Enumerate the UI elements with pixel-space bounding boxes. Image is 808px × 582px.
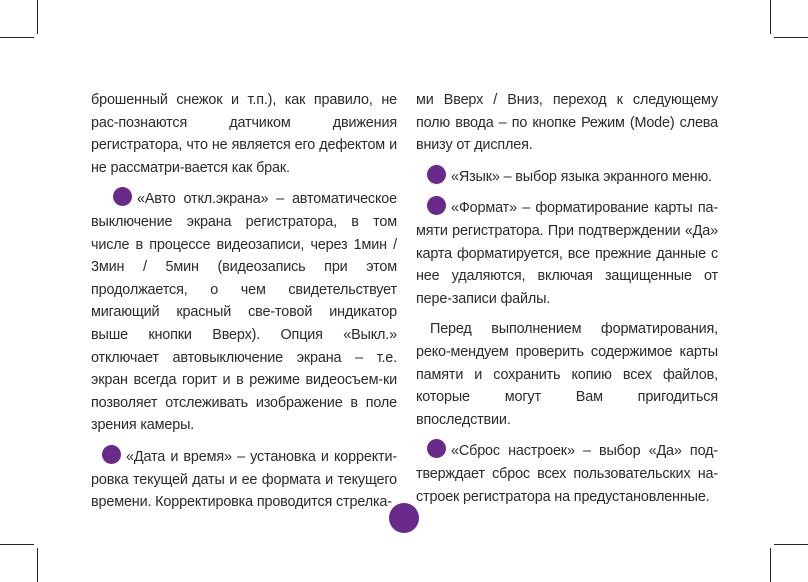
format-recommendation-paragraph: Перед выполнением форматирования, реко-мендуем проверить содержимое карты памяти и сохранить копию всех файлов, которые могут Вам пригодиться впоследствии.: [416, 321, 718, 428]
language-text: «Язык» – выбор языка экранного меню.: [451, 168, 712, 185]
right-column: [416, 89, 718, 516]
date-time-paragraph: [91, 445, 397, 514]
auto-screen-off-paragraph: [91, 187, 397, 437]
date-time-text: «Дата и время» – установка и корректи-ровка текущей даты и ее формата и текущего времени. Корректировка проводится стрелка-: [91, 448, 397, 511]
left-column: [91, 89, 397, 522]
crop-mark-top-right-horizontal: [774, 37, 808, 38]
crop-mark-top-left-vertical: [37, 0, 38, 34]
bullet-circle-icon: [102, 445, 121, 464]
crop-mark-top-left-horizontal: [0, 37, 34, 38]
format-text: «Формат» – форматирование карты па-мяти регистратора. При подтверждении «Да» карта форматируется, все прежние данные с нее удаляются, включая защищенные от пере-записи файлы.: [416, 200, 718, 307]
crop-mark-bottom-right-vertical: [770, 548, 771, 582]
reset-paragraph: [416, 439, 718, 508]
crop-mark-bottom-left-vertical: [37, 548, 38, 582]
crop-mark-bottom-right-horizontal: [774, 544, 808, 545]
right-paragraph-continuation: ми Вверх / Вниз, переход к следующему полю ввода – по кнопке Режим (Mode) слева внизу от дисплея.: [416, 92, 718, 154]
reset-text: «Сброс настроек» – выбор «Да» под-тверждает сброс всех пользовательских на-строек регистратора на предустановленные.: [416, 443, 718, 505]
bullet-circle-icon: [427, 439, 446, 458]
page-marker-circle-icon: [389, 503, 419, 533]
auto-screen-off-text: «Авто откл.экрана» – автоматическое выключение экрана регистратора, в том числе в процессе видеозаписи, через 1мин / 3мин / 5мин (видеозапись при этом продолжается, о чем свидетельствует мигающий красный све-товой индикатор выше кнопки Вверх). Опция «Выкл.» отключает автовыключение экрана – т.е. экран всегда горит и в режиме видеосъем-ки позволяет отслеживать изображение в поле зрения камеры.: [91, 191, 397, 434]
crop-mark-bottom-left-horizontal: [0, 544, 34, 545]
bullet-circle-icon: [427, 196, 446, 215]
crop-mark-top-right-vertical: [770, 0, 771, 34]
left-paragraph-continuation: брошенный снежок и т.п.), как правило, не рас-познаются датчиком движения регистратора, что не является его дефектом и не рассматри-вается как брак.: [91, 92, 397, 176]
bullet-circle-icon: [427, 165, 446, 184]
bullet-circle-icon: [113, 187, 132, 206]
language-paragraph: [416, 165, 718, 189]
format-paragraph: [416, 196, 718, 310]
